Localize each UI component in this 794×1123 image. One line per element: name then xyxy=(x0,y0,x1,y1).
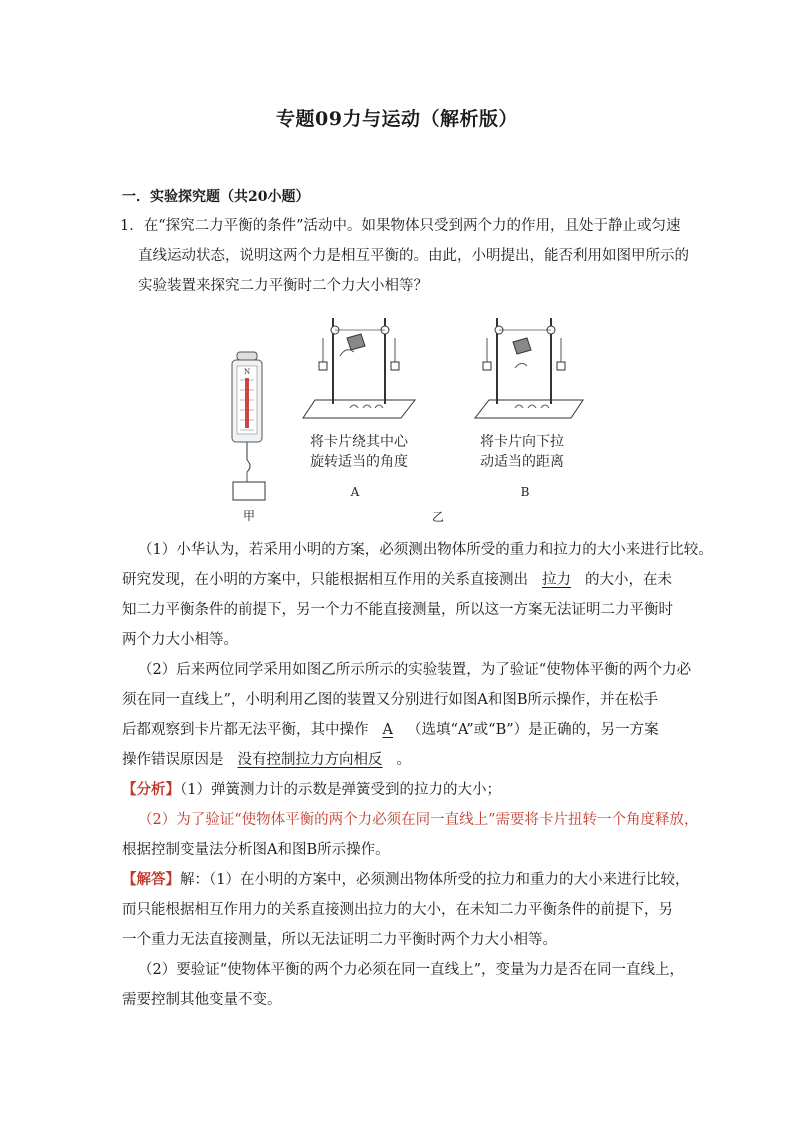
part2-line-1: （2）后来两位同学采用如图乙所示所示的实验装置，为了验证“使物体平衡的两个力必 xyxy=(138,662,692,678)
label-b: B xyxy=(520,485,530,499)
label-a: A xyxy=(350,485,360,499)
part1-line-4: 两个力大小相等。 xyxy=(122,632,238,648)
part1-line-2: 研究发现，在小明的方案中，只能根据相互作用的关系直接测出 拉力 的大小，在未 xyxy=(122,565,682,595)
spring-scale-illustration xyxy=(232,352,265,500)
part2-line-3: 后都观察到卡片都无法平衡，其中操作 A （选填“A”或“B”）是正确的，另一方案 xyxy=(122,715,682,745)
solution-line-1: 【解答】解：（1）在小明的方案中，必须测出物体所受的拉力和重力的大小来进行比较， xyxy=(122,871,690,888)
page-title: 专题09力与运动（解析版） xyxy=(276,108,518,130)
caption-a-line-1: 将卡片绕其中心 xyxy=(310,434,408,450)
solution-line-4: （2）要验证“使物体平衡的两个力必须在同一直线上”，变量为力是否在同一直线上， xyxy=(138,962,685,978)
solution-line-3: 一个重力无法直接测量，所以无法证明二力平衡时两个力大小相等。 xyxy=(122,932,557,948)
stem-line-3: 实验装置来探究二力平衡时二个力大小相等？ xyxy=(138,278,428,294)
solution-line-2: 而只能根据相互作用力的关系直接测出拉力的大小，在未知二力平衡条件的前提下，另 xyxy=(122,902,673,918)
answer-blank-2: A xyxy=(382,722,393,738)
question-part-1 xyxy=(122,535,713,655)
analysis-tag: 【分析】 xyxy=(122,781,180,798)
label-yi: 乙 xyxy=(431,510,445,524)
analysis-line-3: 根据控制变量法分析图A和图B所示操作。 xyxy=(122,842,390,858)
apparatus-b-illustration xyxy=(475,318,583,499)
analysis-line-2: （2）为了验证“使物体平衡的两个力必须在同一直线上”需要将卡片扭转一个角度释放， xyxy=(138,812,699,828)
stem-line-2: 直线运动状态，说明这两个力是相互平衡的。由此，小明提出，能否利用如图甲所示的 xyxy=(138,248,689,264)
label-jia: 甲 xyxy=(242,509,256,523)
solution-line-5: 需要控制其他变量不变。 xyxy=(122,992,282,1008)
question-part-2 xyxy=(122,655,692,775)
answer-blank-3: 没有控制拉力方向相反 xyxy=(237,752,383,768)
analysis-line-1: 【分析】（1）弹簧测力计的示数是弹簧受到的拉力的大小； xyxy=(122,781,501,798)
stem-line-1: 1．在“探究二力平衡的条件”活动中。如果物体只受到两个力的作用，且处于静止或匀速 xyxy=(120,218,681,234)
part1-line-1: （1）小华认为，若采用小明的方案，必须测出物体所受的重力和拉力的大小来进行比较。 xyxy=(138,542,713,558)
analysis-block xyxy=(122,775,699,865)
caption-b-line-1: 将卡片向下拉 xyxy=(480,434,564,450)
part2-line-4: 操作错误原因是 没有控制拉力方向相反 。 xyxy=(122,745,682,775)
section-heading: 一．实验探究题（共20小题） xyxy=(122,189,310,205)
apparatus-a-illustration xyxy=(303,318,415,499)
part1-line-3: 知二力平衡条件的前提下，另一个力不能直接测量，所以这一方案无法证明二力平衡时 xyxy=(122,602,673,618)
experiment-figure xyxy=(215,308,595,528)
scale-top-label: N xyxy=(243,368,251,376)
solution-tag: 【解答】 xyxy=(122,871,180,888)
question-stem xyxy=(120,211,689,301)
part2-line-2: 须在同一直线上”，小明利用乙图的装置又分别进行如图A和图B所示操作，并在松手 xyxy=(122,692,659,708)
caption-a-line-2: 旋转适当的角度 xyxy=(310,454,408,470)
answer-blank-1: 拉力 xyxy=(542,572,571,588)
caption-b-line-2: 动适当的距离 xyxy=(480,454,564,470)
solution-block xyxy=(122,865,690,1015)
